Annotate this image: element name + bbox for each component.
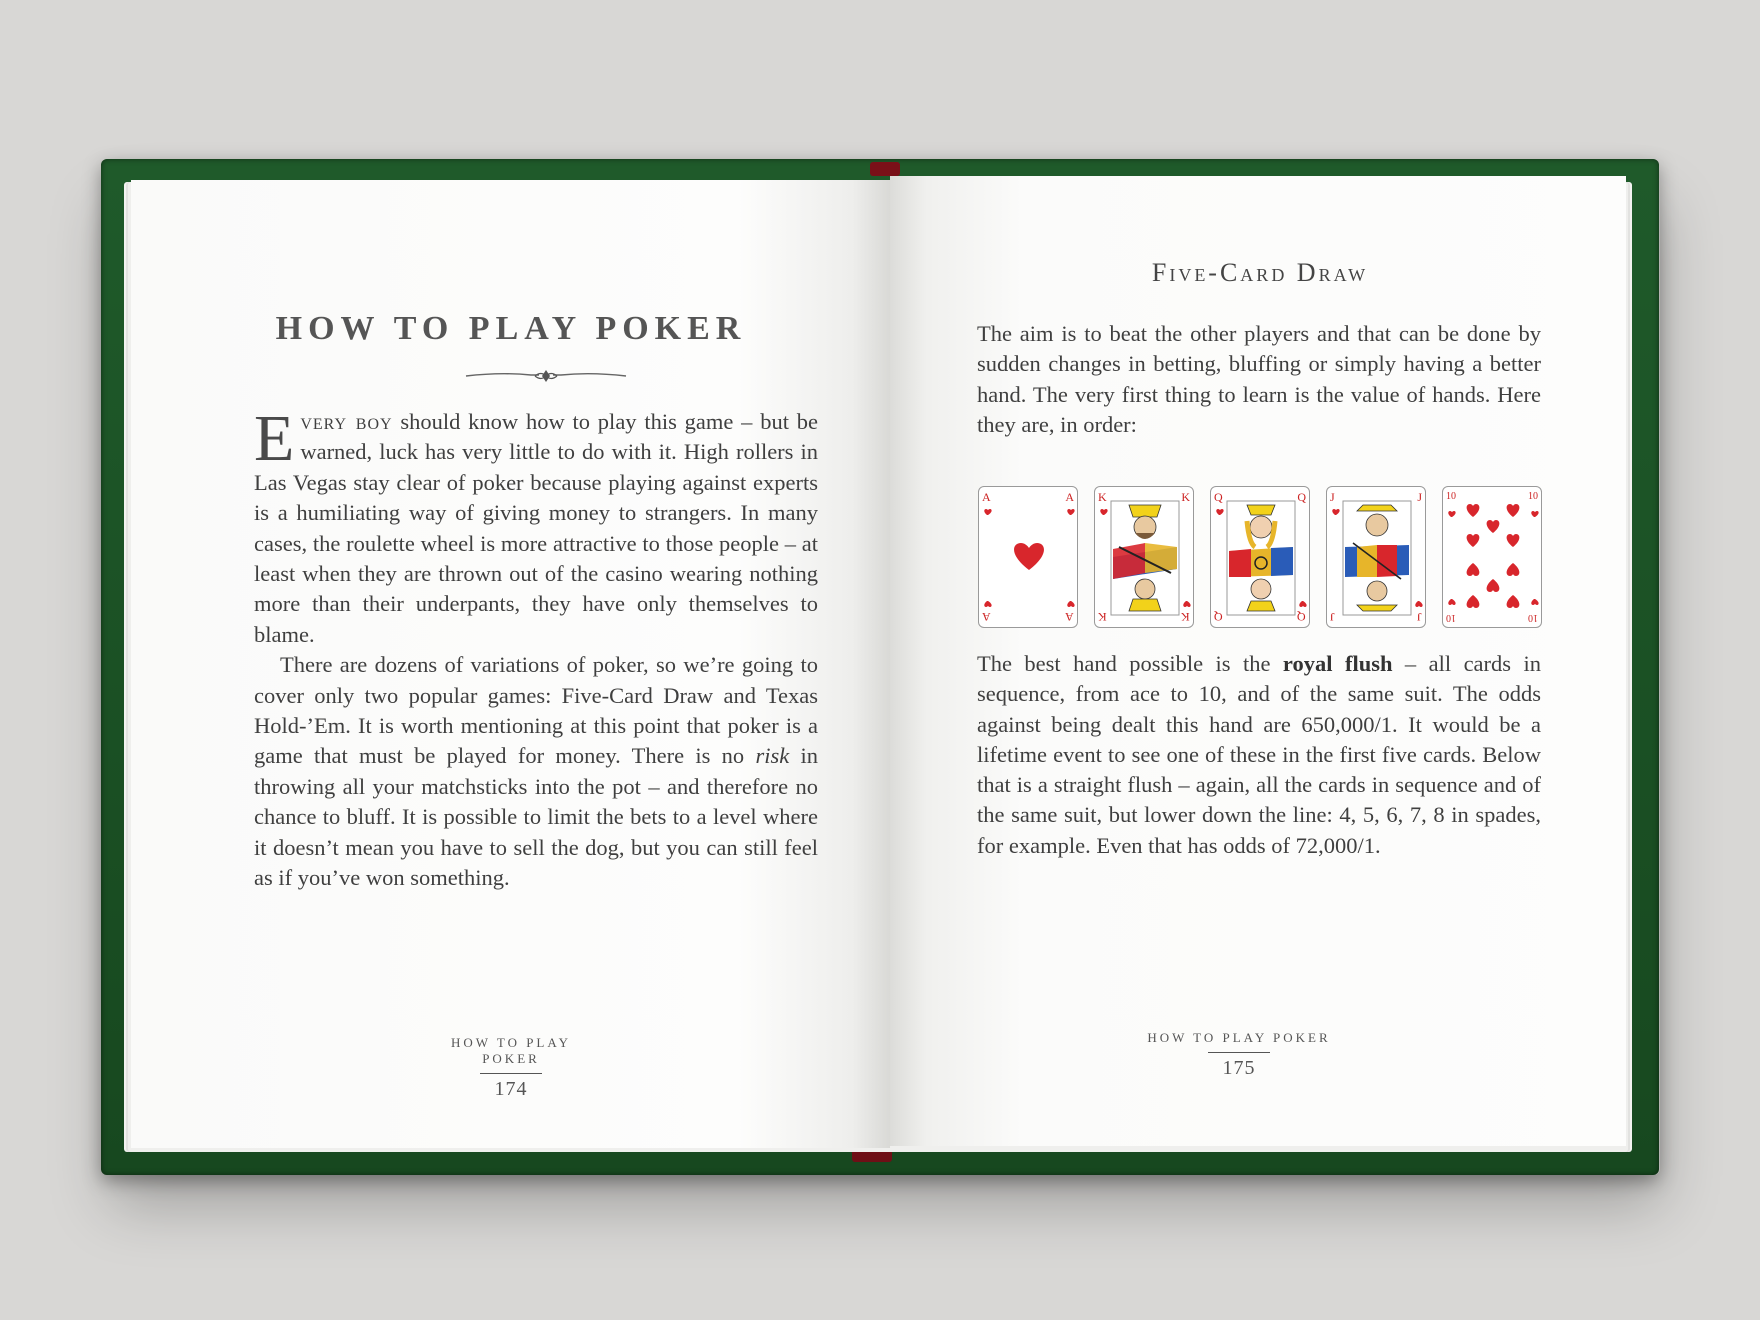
card-rank: 10 — [1528, 491, 1538, 502]
card-rank: Q — [1297, 490, 1306, 504]
page-number: 175 — [1222, 1057, 1256, 1079]
card-ten-hearts — [1442, 486, 1542, 628]
left-body-text — [254, 402, 818, 894]
footer-rule — [1208, 1052, 1270, 1053]
page-number: 174 — [494, 1078, 528, 1100]
card-rank: A — [982, 490, 991, 504]
paragraph — [977, 649, 1541, 861]
jack-figure-icon — [1327, 487, 1427, 629]
lead-in-words: very boy — [300, 409, 393, 434]
royal-flush-cards — [978, 486, 1543, 631]
right-page — [890, 176, 1626, 1146]
card-rank: 10 — [1446, 612, 1456, 623]
paragraph-text: – all cards in sequence, from ace to 10, and of the same suit. The odds against being dealt this hand are 650,000/1. It would be a lifetime event to see one of these in the first five cards. Below that is a straight flush – again, all the cards in sequence and of the same suit, but lower down the line: 4, 5, 6, 7, 8 in spades, for example. Even that has odds of 72,000/1. — [977, 651, 1541, 858]
card-rank: A — [1065, 610, 1074, 624]
card-king-hearts — [1094, 486, 1194, 628]
right-body-text-1 — [977, 319, 1541, 440]
bookmark-ribbon-top — [870, 162, 900, 176]
card-rank: Q — [1214, 490, 1223, 504]
paragraph-text: There are dozens of variations of poker, so we’re going to cover only two popular games: Five-Card Draw and Texas Hold-’Em. It is worth mentioning at this point that poker is a game that must be played for money. There is no — [254, 652, 818, 769]
ornament-divider-icon — [461, 366, 631, 386]
section-title: Five-Card Draw — [1151, 258, 1369, 287]
paragraph-text: The best hand possible is the — [977, 651, 1283, 676]
left-page — [131, 180, 890, 1148]
card-rank: 10 — [1528, 612, 1538, 623]
right-body-text-2 — [977, 649, 1541, 861]
paragraph — [254, 402, 818, 650]
chapter-title: HOW TO PLAY POKER — [275, 310, 747, 347]
bold-term: royal flush — [1282, 651, 1393, 676]
left-page-footer — [431, 1035, 591, 1101]
card-rank: A — [982, 610, 991, 624]
footer-rule — [480, 1073, 542, 1074]
card-rank: K — [1098, 610, 1107, 624]
drop-cap: E — [254, 402, 295, 475]
card-queen-hearts — [1210, 486, 1310, 628]
queen-figure-icon — [1211, 487, 1311, 629]
king-figure-icon — [1095, 487, 1195, 629]
heart-icon — [979, 487, 1079, 629]
right-page-footer — [1144, 1029, 1334, 1080]
card-rank: J — [1417, 490, 1422, 504]
card-rank: Q — [1297, 610, 1306, 624]
paragraph-text: should know how to play this game – but be warned, luck has very little to do with it. High rollers in Las Vegas stay clear of poker because playing against experts is a humiliating way of giving money to strangers. In many cases, the roulette wheel is more attractive to those people – at least when they are thrown out of the casino wearing nothing more than their underpants, they have only themselves to blame. — [254, 409, 818, 647]
paragraph-text: in throwing all your matchsticks into the pot – and therefore no chance to bluff. It is possible to limit the bets to a level where it doesn’t mean you have to sell the dog, but you can still feel as if you’ve won something. — [254, 743, 818, 891]
card-rank: J — [1417, 610, 1422, 624]
card-rank: K — [1098, 490, 1107, 504]
card-rank: K — [1181, 610, 1190, 624]
card-jack-hearts — [1326, 486, 1426, 628]
card-rank: 10 — [1446, 491, 1456, 502]
italic-word: risk — [755, 743, 790, 769]
ten-hearts-pips-icon — [1443, 487, 1543, 629]
card-rank: J — [1330, 490, 1335, 504]
running-footer: HOW TO PLAY POKER — [1147, 1030, 1331, 1045]
card-rank: Q — [1214, 610, 1223, 624]
paragraph-text: The aim is to beat the other players and that can be done by sudden changes in betting, bluffing or simply having a better hand. The very first thing to learn is the value of hands. Here they are, in order: — [977, 321, 1541, 437]
card-rank: K — [1181, 490, 1190, 504]
card-rank: A — [1065, 490, 1074, 504]
card-ace-hearts — [978, 486, 1078, 628]
paragraph — [254, 650, 818, 893]
card-rank: J — [1330, 610, 1335, 624]
running-footer: HOW TO PLAY POKER — [451, 1035, 571, 1066]
